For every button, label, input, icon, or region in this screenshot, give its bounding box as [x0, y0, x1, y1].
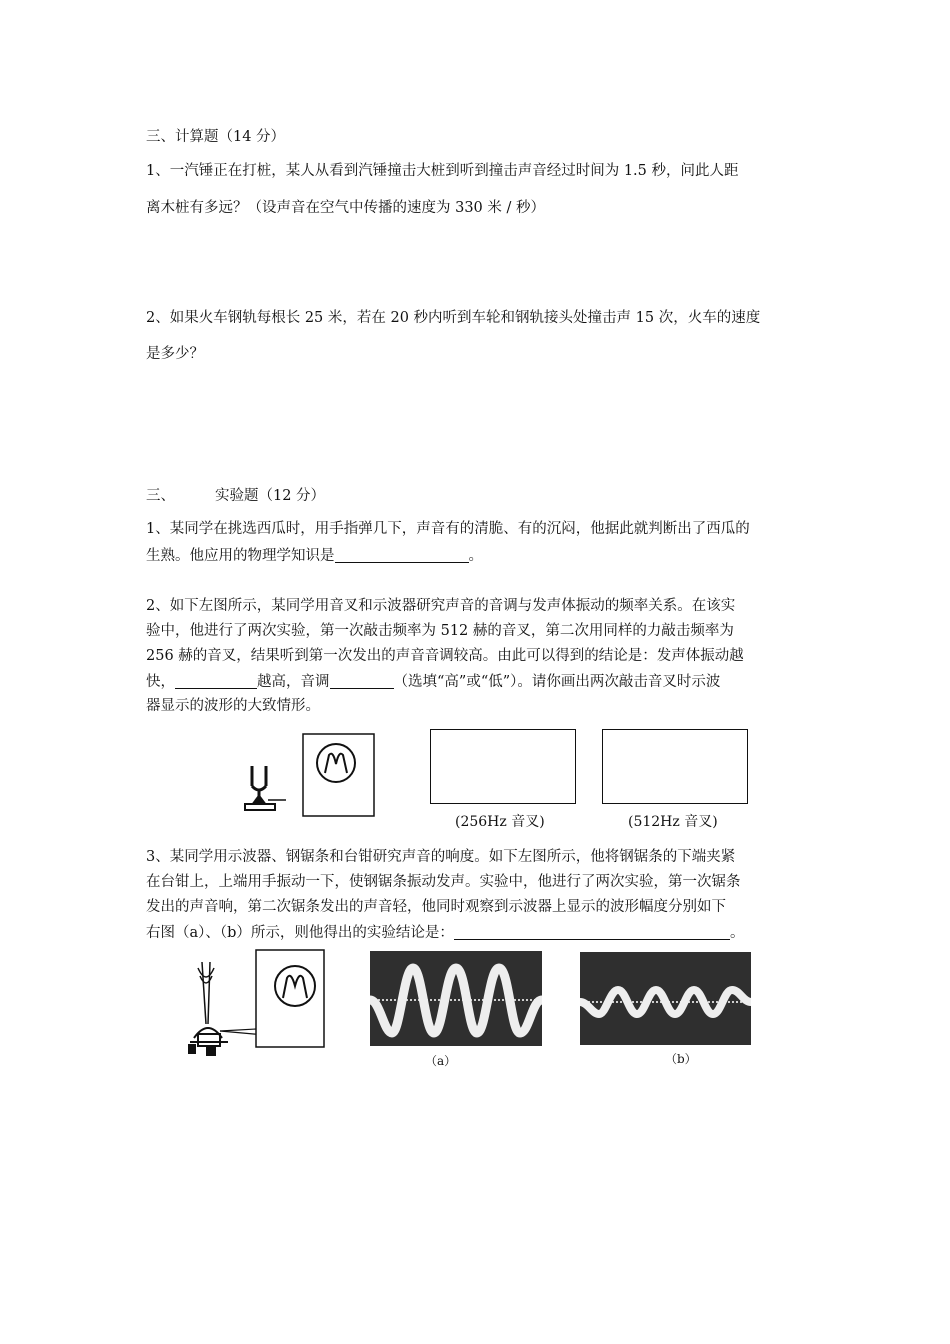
exp-q2-text-a: 快， [146, 674, 175, 690]
calc-q1-line2: 离木桩有多远？（设声音在空气中传播的速度为 330 米 / 秒） [146, 200, 545, 216]
exp-q3-end: 。 [729, 925, 745, 941]
exp-q2-text-c: （选填“高”或“低”）。请你画出两次敲击音叉时示波 [393, 674, 721, 690]
exp-heading-num: 三、 [146, 488, 175, 504]
exp-q1-text: 生熟。他应用的物理学知识是 [146, 548, 335, 564]
exp-q1-line2 [146, 548, 483, 564]
exp-q2-line5: 器显示的波形的大致情形。 [146, 698, 320, 714]
calc-q1-line1: 1、一汽锤正在打桩，某人从看到汽锤撞击大桩到听到撞击声音经过时间为 1.5 秒，问此人距 [146, 163, 739, 179]
exp-q2-blank-1[interactable] [175, 674, 257, 689]
tuning-fork-icon [252, 766, 266, 798]
caption-a: （a） [425, 1054, 457, 1068]
exp-q3-line4 [146, 925, 744, 941]
exp-q1-end: 。 [468, 548, 483, 564]
caption-256hz: (256Hz 音叉) [455, 814, 545, 830]
exp-q2-line4 [146, 674, 720, 690]
exp-heading [146, 489, 325, 504]
caption-b: （b） [665, 1052, 697, 1066]
exp-q1-answer-blank[interactable] [335, 548, 469, 563]
calc-q2-line1: 2、如果火车钢轨每根长 25 米，若在 20 秒内听到车轮和钢轨接头处撞击声 15 次，火车的速度 [146, 310, 761, 326]
waveform-a-loud [370, 951, 542, 1046]
exp-q3-text: 右图（a）、（b）所示，则他得出的实验结论是： [146, 925, 454, 941]
caption-512hz: (512Hz 音叉) [628, 814, 718, 830]
waveform-box-256hz[interactable] [430, 729, 576, 804]
exp-q2-blank-2[interactable] [330, 674, 394, 689]
saw-blade-icon [198, 962, 214, 1024]
calc-q2-line2: 是多少？ [146, 346, 204, 362]
exp-q2-text-b: 越高，音调 [257, 674, 330, 690]
exp-q3-line2: 在台钳上，上端用手振动一下，使钢锯条振动发声。实验中，他进行了两次实验，第一次锯条 [146, 874, 741, 890]
waveform-box-512hz[interactable] [602, 729, 748, 804]
waveform-b-soft [580, 952, 751, 1045]
calc-heading: 三、计算题（14 分） [146, 129, 286, 145]
exp-heading-text: 实验题（12 分） [215, 488, 326, 504]
saw-blade-vise-oscilloscope-figure [180, 946, 330, 1064]
exp-q3-line1: 3、某同学用示波器、钢锯条和台钳研究声音的响度。如下左图所示，他将钢锯条的下端夹紧 [146, 849, 736, 865]
exp-q2-line1: 2、如下左图所示，某同学用音叉和示波器研究声音的音调与发声体振动的频率关系。在该实 [146, 598, 736, 614]
exp-q3-answer-blank[interactable] [454, 925, 730, 940]
exp-q2-line2: 验中，他进行了两次实验，第一次敲击频率为 512 赫的音叉，第二次用同样的力敲击频率为 [146, 623, 734, 639]
tuning-fork-oscilloscope-figure [240, 728, 380, 820]
exp-q2-line3: 256 赫的音叉，结果听到第一次发出的声音音调较高。由此可以得到的结论是：发声体振动越 [146, 648, 744, 664]
exp-q3-line3: 发出的声音响，第二次锯条发出的声音轻，他同时观察到示波器上显示的波形幅度分别如下 [146, 899, 726, 915]
oscilloscope-screen [303, 734, 374, 816]
oscilloscope-screen [256, 950, 324, 1047]
exp-q1-line1: 1、某同学在挑选西瓜时，用手指弹几下，声音有的清脆、有的沉闷，他据此就判断出了西瓜的 [146, 521, 750, 537]
